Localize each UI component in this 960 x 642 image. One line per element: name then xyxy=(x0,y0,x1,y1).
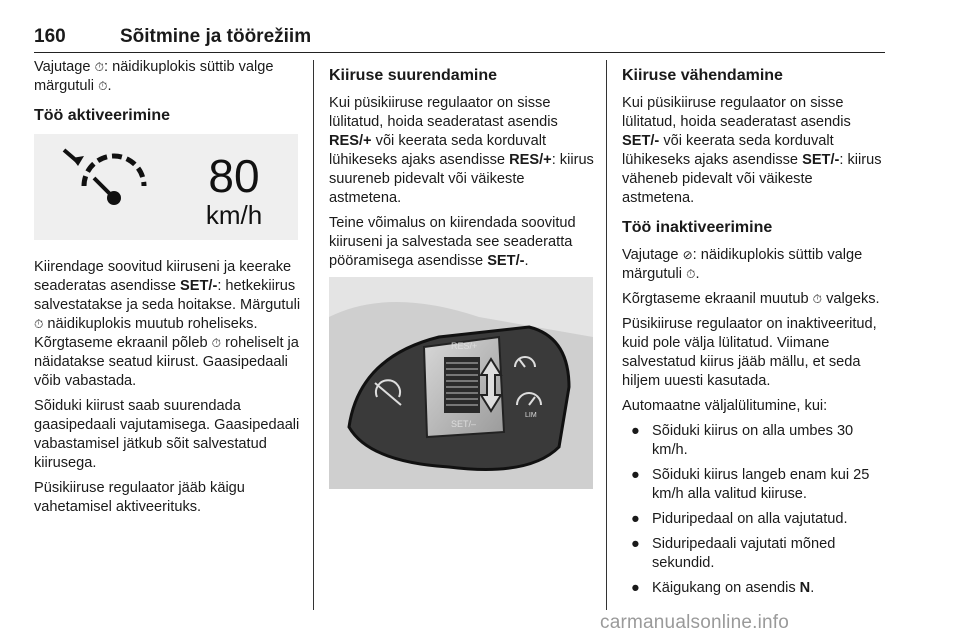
cruise-control-icon xyxy=(34,134,298,240)
set-label: SET/– xyxy=(451,419,477,429)
cruise-control-icon: ⏱ xyxy=(98,79,108,93)
column-2 xyxy=(329,58,597,489)
paragraph: Teine võimalus on kiirendada soovitud kiiruseni ja salvestada see seaderatta pööramisega asendisse SET/-. xyxy=(329,215,576,269)
list-item: ● Siduripedaali vajutati mõned sekundid. xyxy=(631,536,836,571)
paragraph: Kõrgtaseme ekraanil muutub ⏱ valgeks. xyxy=(622,291,880,307)
steering-wheel-controls-illustration xyxy=(329,277,593,489)
page-header xyxy=(34,22,885,53)
watermark: carmanualsonline.info xyxy=(600,612,790,633)
section-heading-decrease: Kiiruse vähendamine xyxy=(622,67,783,84)
column-divider xyxy=(606,60,607,610)
cruise-control-icon: ⏱ xyxy=(686,267,696,281)
cruise-control-icon: ⏱ xyxy=(812,292,823,306)
intro-paragraph: Vajutage ⏱: näidikuplokis süttib valge märgutuli ⏱. xyxy=(34,59,274,94)
section-heading-activation: Töö aktiveerimine xyxy=(34,107,171,124)
list-item: ● Sõiduki kiirus on alla umbes 30 km/h. xyxy=(631,423,854,458)
steering-wheel-controls-figure xyxy=(329,277,593,489)
bullet-icon: ● xyxy=(631,580,640,596)
paragraph: Kui püsikiiruse regulaator on sisse lülitatud, hoida seaderatast asendis RES/+ või keerata seda korduvalt lühikeseks ajaks asendisse RES/+: kiirus suureneb pidevalt või väikeste astmetena. xyxy=(329,95,594,206)
bullet-icon: ● xyxy=(631,467,640,483)
paragraph: Vajutage ⊘: näidikuplokis süttib valge märgutuli ⏱. xyxy=(622,247,863,282)
section-heading-increase: Kiiruse suurendamine xyxy=(329,67,498,84)
list-item: ● Piduripedaal on alla vajutatud. xyxy=(631,511,848,527)
paragraph: Püsikiiruse regulaator on inaktiveeritud, kuid pole välja lülitatud. Viimane salvestatud kiirus jääb mällu, et seda hiljem uuesti kasutada. xyxy=(622,316,877,389)
column-3 xyxy=(622,58,884,604)
paragraph: Kiirendage soovitud kiiruseni ja keerake seaderatas asendisse SET/-: hetkekiirus salvestatakse ja seda hoitakse. Märgutuli ⏱ näidikuplokis muutub roheliseks. Kõrgtaseme ekraanil põleb ⏱ roheliselt ja näidatakse seatud kiirust. Gaasipedaali võib vabastada. xyxy=(34,259,301,389)
cruise-control-off-icon: ⊘ xyxy=(682,248,693,262)
list-item: ● Käigukang on asendis N. xyxy=(631,580,815,596)
bullet-icon: ● xyxy=(631,423,640,439)
cruise-control-icon: ⏱ xyxy=(211,336,222,350)
page-number: 160 xyxy=(34,26,66,47)
paragraph: Sõiduki kiirust saab suurendada gaasipedaali vajutamisega. Gaasipedaali vabastamisel jätkub sõit salvestatud kiirusega. xyxy=(34,398,300,471)
list-item: ● Sõiduki kiirus langeb enam kui 25 km/h alla valitud kiiruse. xyxy=(631,467,870,502)
cruise-control-icon: ⏱ xyxy=(94,60,104,74)
section-heading-deactivation: Töö inaktiveerimine xyxy=(622,219,773,236)
paragraph: Püsikiiruse regulaator jääb käigu vahetamisel aktiveerituks. xyxy=(34,480,245,515)
deactivation-conditions-list xyxy=(622,422,884,598)
bullet-icon: ● xyxy=(631,511,640,527)
speed-value: 80 xyxy=(208,150,260,202)
paragraph: Automaatne väljalülitumine, kui: xyxy=(622,398,828,414)
bullet-icon: ● xyxy=(631,536,640,552)
speed-unit: km/h xyxy=(205,200,263,230)
speed-display-figure xyxy=(34,134,298,240)
cruise-control-icon: ⏱ xyxy=(34,317,44,331)
column-1 xyxy=(34,58,302,523)
paragraph: Kui püsikiiruse regulaator on sisse lülitatud, hoida seaderatast asendis SET/- või keerata seda korduvalt lühikeseks ajaks asendisse SET/-: kiirus väheneb pidevalt või väikeste astmetena. xyxy=(622,95,882,206)
lim-label: LIM xyxy=(525,412,537,419)
column-divider xyxy=(313,60,314,610)
chapter-title: Sõitmine ja töörežiim xyxy=(120,26,312,47)
res-label: RES/+ xyxy=(451,341,478,351)
